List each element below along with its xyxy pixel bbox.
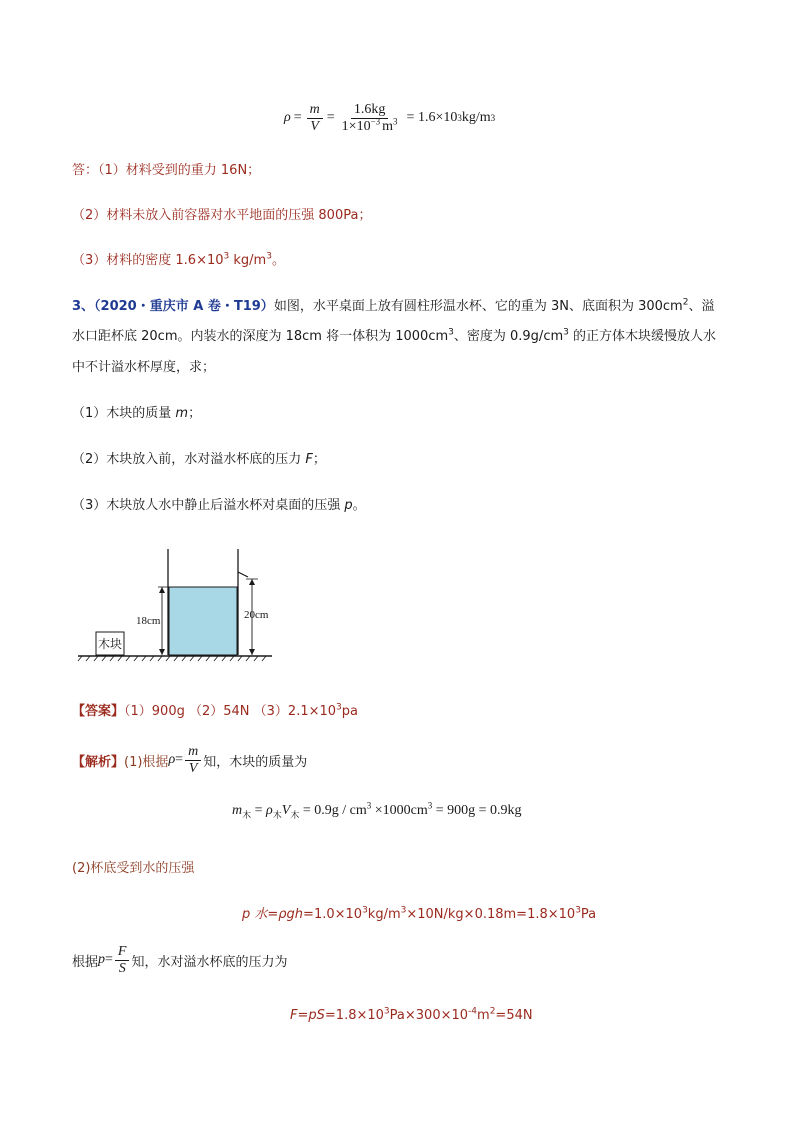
exponent: 2 [489,1006,496,1017]
question-text: 、溢 [688,299,715,314]
sub-question-end: ； [188,406,202,421]
equals-sign: = [251,803,267,818]
answer-unit: kg/m [229,253,267,268]
question-3-line-2 [72,325,716,344]
exponent: 2 [682,297,689,308]
sub-question-text: （2）木块放入前，水对溢水杯底的压力 [72,452,306,467]
analysis-text: (1)根据 [124,754,169,770]
analysis-tag: 【解析】 [72,754,125,770]
exponent: 3 [266,251,272,262]
sub-question-2 [72,448,326,467]
exponent: 3 [575,905,581,916]
fraction-numerator: F [115,944,130,961]
variable: F [305,452,313,467]
depth-label: 18cm [136,615,161,627]
result-unit: kg/m [461,110,491,125]
den-part: 1×10 [341,118,371,134]
exponent: 3 [366,800,372,811]
variable: pS [308,1008,325,1023]
answer-line-1: 答：（1）材料受到的重力 16N； [72,163,261,178]
force-equation [290,1008,533,1023]
fraction-denominator: V [188,760,198,776]
equation-text: Pa×300×10 [389,1008,469,1023]
spout-arrow-top [249,579,255,585]
question-text: 如图，水平桌面上放有圆柱形温水杯、它的重为 3N、底面积为 300cm [273,299,683,314]
exponent: -4 [468,1006,478,1017]
result-text: = 1.6×10 [406,110,458,125]
fraction-m-over-V [185,744,201,777]
variable: p [98,952,106,967]
equation-text: = 900g = 0.9kg [432,803,522,818]
equation-text: =54N [495,1008,533,1023]
exponent: 3 [448,327,454,338]
exponent: 3 [400,905,407,916]
wood-block-label: 木块 [97,637,123,651]
sub-question-end: 。 [352,498,366,513]
equation-text: ×10N/kg×0.18m=1.8×10 [406,907,576,922]
depth-arrow-bottom [159,649,165,655]
fraction-denominator: S [118,960,126,976]
analysis-line-2: (2)杯底受到水的压强 [72,861,195,876]
rho-symbol: ρ [266,803,273,818]
exponent: 3 [223,251,230,262]
variable: m [232,803,243,818]
variable: ρgh [278,907,304,922]
equation-text: =1.8×10 [324,1008,384,1023]
exponent: 3 [336,702,342,713]
analysis-text: 知，木块的质量为 [203,754,308,770]
exponent: 3 [383,1006,390,1017]
subscript: 木 [272,809,282,820]
depth-arrow-top [159,587,165,593]
analysis-text: 根据 [72,954,99,970]
answer-end: 。 [271,253,285,268]
fraction-values [339,102,401,135]
den-exponent: −3 [370,115,381,126]
fraction-numerator: m [185,744,201,761]
answer-unit: pa [341,704,358,719]
equals-sign: = [326,110,335,125]
equation-text: = 0.9g / cm [299,803,367,818]
exponent: 3 [362,905,368,916]
sub-question-text: （3）木块放人水中静止后溢水杯对桌面的压强 [72,498,345,513]
analysis-line-1 [72,740,307,780]
equation-text: kg/m [367,907,401,922]
fraction-numerator: m [307,102,323,119]
variable: F [290,1008,298,1023]
sub-question-1 [72,402,201,421]
spout-height-label: 20cm [244,609,269,621]
fraction-numerator: 1.6kg [351,102,389,119]
answer-line-2: （2）材料未放入前容器对水平地面的压强 800Pa； [72,208,372,223]
rho-symbol: ρ [168,752,176,767]
question-number: 3、 [72,299,95,314]
water-fill [169,587,237,655]
analysis-text: 知，水对溢水杯底的压力为 [131,954,288,970]
equals-sign: = [175,752,184,767]
answer-key [72,700,358,719]
equation-text: =1.0×10 [303,907,363,922]
mass-equation [232,800,522,820]
spout [238,572,248,577]
equation-text: Pa [580,907,597,922]
question-text: 的正方体木块缓慢放人水 [568,329,716,344]
equals-sign: = [297,1008,309,1023]
density-formula: ρ = $\frac{m}{V}$ = $\frac{1.6kg}{1\times 10^{-3} m^3}$ = 1.6×10 3 kg/m 3 [284,101,496,134]
question-source: （2020・重庆市 A 卷・T19） [94,299,274,314]
den-unit-exponent: 3 [393,115,398,126]
variable: p 水 [242,907,268,922]
spout-arrow-bottom [249,649,255,655]
fraction-denominator: V [310,118,319,134]
pressure-equation [242,903,596,922]
equals-sign: = [293,110,302,125]
subscript: 木 [242,809,252,820]
rho-symbol: ρ [284,110,291,125]
exponent: 3 [563,327,569,338]
fraction-denominator [339,115,401,135]
subscript: 木 [290,809,300,820]
answer-text: （3）材料的密度 1.6×10 [72,253,224,268]
sub-question-3 [72,494,366,513]
sub-question-end: ； [312,452,326,467]
equation-text: m [477,1008,490,1023]
variable: p [344,498,353,513]
sub-question-text: （1）木块的质量 [72,406,176,421]
question-text: 水口距杯底 20cm。内装水的深度为 18cm 将一体积为 1000cm [72,329,449,344]
equation-text: ×1000cm [371,803,428,818]
answer-line-3 [72,249,285,268]
equals-sign: = [267,907,279,922]
answer-text: （1）900g （2）54N （3）2.1×10 [124,704,337,719]
exponent: 3 [427,800,433,811]
question-3-line-3: 中不计溢水杯厚度，求； [72,360,216,375]
overflow-cup-diagram [76,545,276,670]
analysis-line-3 [72,940,288,980]
fraction-m-over-V [307,102,323,135]
equals-sign: = [105,952,113,967]
den-unit: m [382,118,394,134]
question-text: 、密度为 0.9g/cm [453,329,564,344]
variable: m [175,406,189,421]
question-3-line-1 [72,295,714,314]
fraction-F-over-S [115,944,130,977]
variable: V [281,803,291,818]
answer-tag: 【答案】 [72,704,125,719]
